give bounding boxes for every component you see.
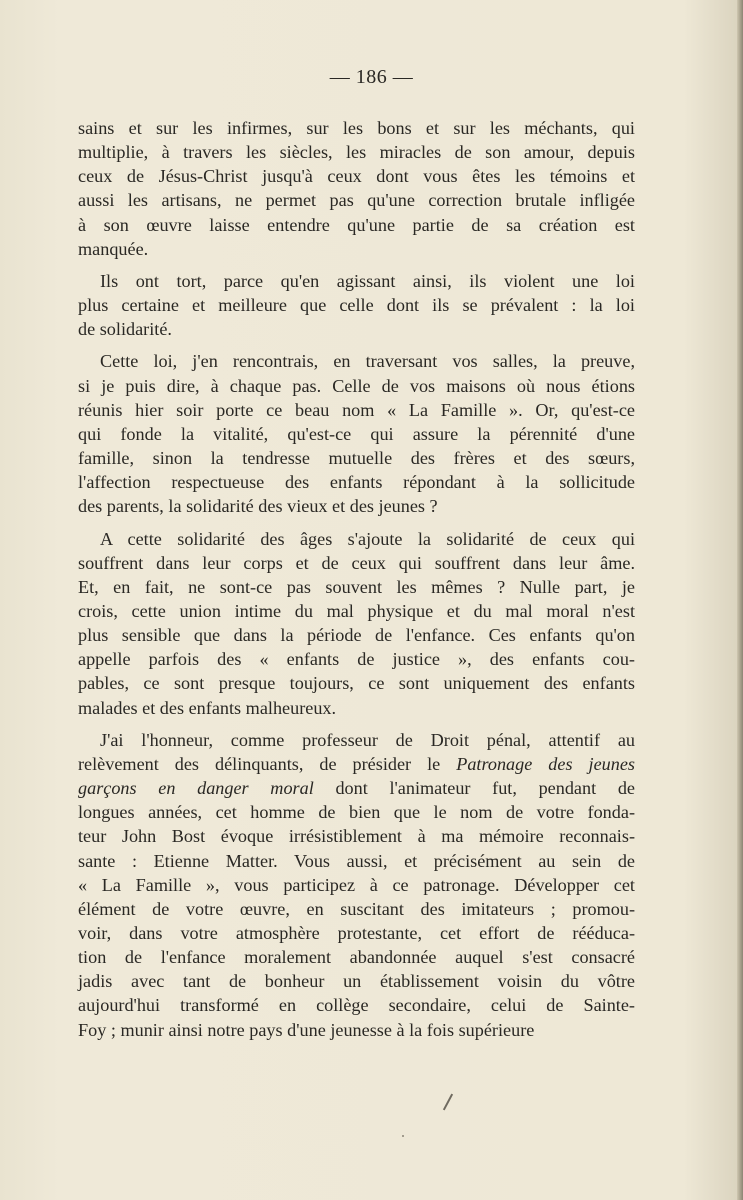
text-line: pables, ce sont presque toujours, ce sont uniquement des enfants [78, 673, 635, 694]
text-line: ceux de Jésus-Christ jusqu'à ceux dont vous êtes les témoins et [78, 166, 635, 187]
text-line: relèvement des délinquants, de présider le Patronage des jeunes [78, 753, 635, 774]
paper-speck [402, 1135, 404, 1137]
text-line: manquée. [78, 238, 149, 259]
text-line: Ils ont tort, parce qu'en agissant ainsi, ils violent une loi [100, 270, 635, 291]
text-line: réunis hier soir porte ce beau nom « La Famille ». Or, qu'est-ce [78, 399, 635, 420]
text-line: élément de votre œuvre, en suscitant des imitateurs ; promou- [78, 898, 635, 919]
text-line: famille, sinon la tendresse mutuelle des frères et des sœurs, [78, 448, 635, 469]
text-line: appelle parfois des « enfants de justice », des enfants cou- [78, 649, 635, 670]
text-line: si je puis dire, à chaque pas. Celle de vos maisons où nous étions [78, 375, 635, 396]
text-line: à son œuvre laisse entendre qu'une partie de sa création est [78, 214, 635, 235]
text-line: souffrent dans leur corps et de ceux qui souffrent dans leur âme. [78, 552, 635, 573]
text-line: A cette solidarité des âges s'ajoute la solidarité de ceux qui [100, 528, 635, 549]
text-line: J'ai l'honneur, comme professeur de Droit pénal, attentif au [100, 729, 635, 750]
text-line: des parents, la solidarité des vieux et des jeunes ? [78, 496, 438, 517]
text-line: teur John Bost évoque irrésistiblement à ma mémoire reconnais- [78, 826, 635, 847]
page-edge [737, 0, 743, 1200]
paragraph [78, 116, 635, 261]
paragraph [78, 269, 635, 341]
text-line: qui fonde la vitalité, qu'est-ce qui assure la pérennité d'une [78, 423, 635, 444]
text-line: Foy ; munir ainsi notre pays d'une jeunesse à la fois supérieure [78, 1019, 535, 1040]
text-line: multiplie, à travers les siècles, les miracles de son amour, depuis [78, 142, 635, 163]
text-line: l'affection respectueuse des enfants répondant à la sollicitude [78, 472, 635, 493]
text-line: aujourd'hui transformé en collège secondaire, celui de Sainte- [78, 995, 635, 1016]
text-line: sante : Etienne Matter. Vous aussi, et précisément au sein de [78, 850, 635, 871]
paragraph [78, 728, 635, 1042]
text-line: Cette loi, j'en rencontrais, en traversant vos salles, la preuve, [100, 351, 635, 372]
text-line: jadis avec tant de bonheur un établissement voisin du vôtre [78, 971, 635, 992]
text-line: garçons en danger moral dont l'animateur fut, pendant de [78, 778, 635, 799]
text-line: de solidarité. [78, 319, 172, 340]
pencil-mark [443, 1094, 453, 1111]
text-line: sains et sur les infirmes, sur les bons et sur les méchants, qui [78, 118, 635, 138]
text-line: malades et des enfants malheureux. [78, 697, 337, 718]
text-line: longues années, cet homme de bien que le nom de votre fonda- [78, 802, 635, 823]
text-line: voir, dans votre atmosphère protestante, cet effort de rééduca- [78, 923, 635, 943]
text-line: crois, cette union intime du mal physique et du mal moral n'est [78, 600, 635, 621]
page-number: — 186 — [329, 66, 414, 88]
paragraph [78, 527, 635, 720]
text-line: plus certaine et meilleure que celle dont ils se prévalent : la loi [78, 295, 635, 316]
text-line: aussi les artisans, ne permet pas qu'une correction brutale infligée [78, 190, 635, 211]
text-line: « La Famille », vous participez à ce patronage. Développer cet [78, 874, 635, 895]
body-text [78, 116, 635, 1042]
text-line: plus sensible que dans la période de l'enfance. Ces enfants qu'on [78, 625, 635, 646]
text-line: tion de l'enfance moralement abandonnée auquel s'est consacré [78, 947, 635, 968]
text-line: Et, en fait, ne sont-ce pas souvent les mêmes ? Nulle part, je [78, 576, 635, 597]
paragraph [78, 349, 635, 518]
